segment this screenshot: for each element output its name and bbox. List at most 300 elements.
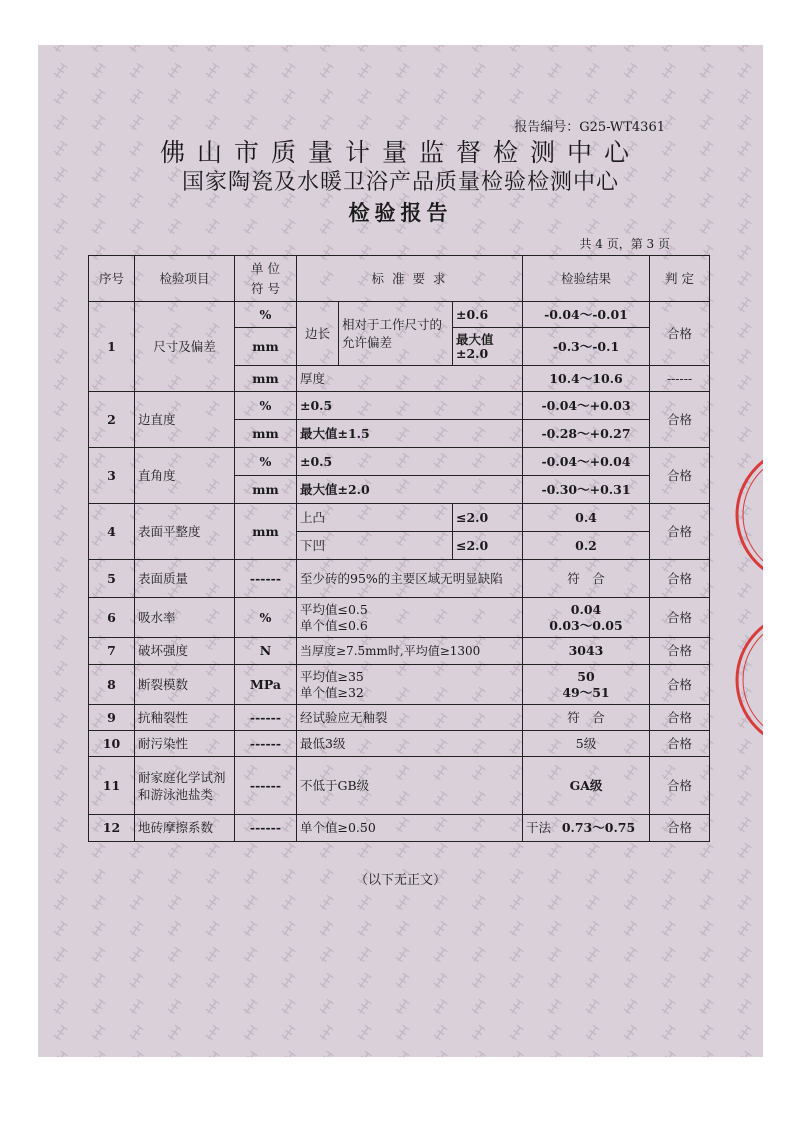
watermark-mark (319, 895, 334, 911)
table-row (89, 504, 710, 532)
table-row (89, 815, 710, 842)
watermark-mark (471, 999, 486, 1015)
watermark-mark (91, 921, 106, 937)
watermark-mark (623, 999, 638, 1015)
end-of-text-note: （以下无正文） (354, 873, 446, 888)
watermark-mark (471, 843, 486, 859)
row-result: -0.04～-0.01 (523, 302, 650, 328)
row-result: 0.04 0.03～0.05 (523, 598, 650, 638)
watermark-mark (53, 583, 68, 599)
row-judge: 合格 (650, 731, 710, 757)
watermark-mark (53, 427, 68, 443)
watermark-mark (167, 1025, 182, 1041)
watermark-mark (243, 1025, 258, 1041)
watermark-mark (281, 921, 296, 937)
row-no: 6 (89, 598, 135, 638)
watermark-mark (129, 999, 144, 1015)
watermark-mark (547, 1025, 562, 1041)
row-requirement: 平均值≥35 单个值≥32 (297, 665, 523, 705)
watermark-mark (661, 1051, 676, 1057)
watermark-mark (547, 999, 562, 1015)
watermark-mark (53, 375, 68, 391)
watermark-mark (319, 947, 334, 963)
watermark-mark (509, 999, 524, 1015)
watermark-mark (91, 1051, 106, 1057)
col-header-no: 序号 (89, 256, 135, 302)
watermark-mark (737, 947, 752, 963)
row-requirement: ±0.5 (297, 448, 523, 476)
watermark-mark (547, 895, 562, 911)
watermark-mark (395, 921, 410, 937)
row-unit: mm (235, 476, 297, 504)
watermark-mark (623, 947, 638, 963)
watermark-mark (661, 843, 676, 859)
row-unit: ------ (235, 815, 297, 842)
row-item: 表面平整度 (135, 504, 235, 560)
row-result: 5级 (523, 731, 650, 757)
watermark-mark (167, 895, 182, 911)
watermark-mark (129, 115, 144, 131)
watermark-mark (471, 115, 486, 131)
row-item: 表面质量 (135, 560, 235, 598)
row-judge: 合格 (650, 598, 710, 638)
watermark-mark (53, 89, 68, 105)
row-unit: % (235, 302, 297, 328)
row-requirement: 经试验应无釉裂 (297, 705, 523, 731)
watermark-mark (91, 1025, 106, 1041)
watermark-mark (585, 895, 600, 911)
row-requirement: 平均值≤0.5 单个值≤0.6 (297, 598, 523, 638)
watermark-mark (699, 999, 714, 1015)
watermark-mark (53, 843, 68, 859)
watermark-mark (53, 297, 68, 313)
watermark-mark (737, 297, 752, 313)
row-requirement: 不低于GB级 (297, 757, 523, 815)
row-result: -0.04～+0.04 (523, 448, 650, 476)
watermark-mark (281, 973, 296, 989)
watermark-mark (699, 895, 714, 911)
row-no: 11 (89, 757, 135, 815)
watermark-mark (737, 999, 752, 1015)
row-no: 10 (89, 731, 135, 757)
watermark-mark (547, 89, 562, 105)
official-seal (733, 605, 763, 755)
row-requirement: 最大值±2.0 (297, 476, 523, 504)
row-requirement: ≤2.0 (453, 532, 523, 560)
row-requirement: 最大值±1.5 (297, 420, 523, 448)
watermark-mark (699, 921, 714, 937)
watermark-mark (53, 115, 68, 131)
watermark-mark (357, 63, 372, 79)
watermark-mark (433, 843, 448, 859)
watermark-mark (53, 921, 68, 937)
row-result: -0.04～+0.03 (523, 392, 650, 420)
row-item: 尺寸及偏差 (135, 302, 235, 392)
watermark-mark (91, 947, 106, 963)
table-row (89, 731, 710, 757)
watermark-mark (319, 921, 334, 937)
watermark-mark (243, 63, 258, 79)
watermark-mark (357, 921, 372, 937)
watermark-mark (661, 89, 676, 105)
watermark-mark (281, 843, 296, 859)
watermark-mark (661, 63, 676, 79)
watermark-mark (357, 973, 372, 989)
row-unit: % (235, 392, 297, 420)
watermark-mark (167, 843, 182, 859)
row-result: 0.4 (523, 504, 650, 532)
watermark-mark (129, 921, 144, 937)
watermark-mark (585, 45, 600, 53)
row-requirement: 最低3级 (297, 731, 523, 757)
watermark-mark (281, 115, 296, 131)
header-row (89, 256, 710, 302)
row-judge: 合格 (650, 705, 710, 731)
row-judge: 合格 (650, 504, 710, 560)
row-requirement: 厚度 (297, 366, 523, 392)
table-row (89, 598, 710, 638)
watermark-mark (737, 45, 752, 53)
watermark-mark (509, 895, 524, 911)
watermark-mark (585, 89, 600, 105)
watermark-mark (471, 1025, 486, 1041)
watermark-mark (129, 973, 144, 989)
watermark-mark (91, 843, 106, 859)
row-judge: 合格 (650, 302, 710, 366)
watermark-mark (471, 45, 486, 53)
watermark-mark (53, 635, 68, 651)
watermark-mark (129, 843, 144, 859)
watermark-mark (205, 947, 220, 963)
watermark-mark (357, 115, 372, 131)
organization-name: 佛山市质量计量监督检测中心 (159, 138, 641, 167)
row-unit: ------ (235, 705, 297, 731)
watermark-mark (623, 843, 638, 859)
watermark-mark (53, 999, 68, 1015)
watermark-mark (53, 557, 68, 573)
row-no: 5 (89, 560, 135, 598)
watermark-mark (243, 1051, 258, 1057)
watermark-mark (53, 609, 68, 625)
watermark-mark (167, 1051, 182, 1057)
col-header-unit: 单 位 符 号 (235, 256, 297, 302)
watermark-mark (205, 973, 220, 989)
watermark-mark (167, 999, 182, 1015)
col-header-judge: 判 定 (650, 256, 710, 302)
row-judge: 合格 (650, 665, 710, 705)
watermark-mark (129, 63, 144, 79)
watermark-mark (53, 245, 68, 261)
watermark-mark (433, 45, 448, 53)
row-unit: ------ (235, 731, 297, 757)
watermark-mark (205, 843, 220, 859)
watermark-mark (319, 843, 334, 859)
watermark-mark (129, 1051, 144, 1057)
watermark-mark (585, 63, 600, 79)
watermark-mark (53, 817, 68, 833)
watermark-mark (547, 1051, 562, 1057)
watermark-mark (509, 89, 524, 105)
row-requirement: 至少砖的95%的主要区域无明显缺陷 (297, 560, 523, 598)
watermark-mark (53, 401, 68, 417)
row-unit: N (235, 638, 297, 665)
row-requirement: 相对于工作尺寸的允许偏差 (339, 302, 453, 366)
row-item: 耐污染性 (135, 731, 235, 757)
watermark-mark (699, 843, 714, 859)
watermark-mark (53, 505, 68, 521)
watermark-mark (91, 89, 106, 105)
watermark-mark (281, 89, 296, 105)
watermark-mark (623, 973, 638, 989)
row-no: 12 (89, 815, 135, 842)
watermark-mark (547, 973, 562, 989)
watermark-mark (471, 895, 486, 911)
row-judge: 合格 (650, 815, 710, 842)
watermark-mark (623, 1051, 638, 1057)
row-requirement: 上凸 (297, 504, 453, 532)
watermark-mark (395, 947, 410, 963)
watermark-mark (737, 843, 752, 859)
watermark-mark (699, 947, 714, 963)
watermark-mark (699, 45, 714, 53)
watermark-mark (205, 1025, 220, 1041)
watermark-mark (205, 115, 220, 131)
watermark-mark (243, 921, 258, 937)
watermark-mark (737, 921, 752, 937)
row-requirement: 最大值 ±2.0 (453, 328, 523, 366)
row-no: 4 (89, 504, 135, 560)
table-row (89, 757, 710, 815)
watermark-mark (91, 115, 106, 131)
watermark-mark (243, 973, 258, 989)
watermark-mark (129, 947, 144, 963)
row-no: 8 (89, 665, 135, 705)
watermark-mark (167, 45, 182, 53)
watermark-mark (319, 1025, 334, 1041)
watermark-mark (585, 1025, 600, 1041)
watermark-mark (737, 375, 752, 391)
watermark-mark (623, 63, 638, 79)
watermark-mark (395, 843, 410, 859)
watermark-mark (395, 1051, 410, 1057)
watermark-mark (661, 45, 676, 53)
watermark-mark (433, 1051, 448, 1057)
watermark-mark (737, 89, 752, 105)
watermark-mark (167, 921, 182, 937)
watermark-mark (395, 45, 410, 53)
watermark-mark (737, 765, 752, 781)
watermark-mark (53, 453, 68, 469)
watermark-mark (53, 895, 68, 911)
watermark-mark (395, 973, 410, 989)
watermark-mark (281, 1025, 296, 1041)
watermark-mark (623, 45, 638, 53)
watermark-mark (737, 1051, 752, 1057)
watermark-mark (53, 713, 68, 729)
watermark-mark (53, 1051, 68, 1057)
row-unit: ------ (235, 560, 297, 598)
watermark-mark (395, 89, 410, 105)
watermark-mark (281, 895, 296, 911)
watermark-mark (433, 89, 448, 105)
watermark-mark (509, 45, 524, 53)
watermark-mark (167, 115, 182, 131)
row-requirement: 单个值≥0.50 (297, 815, 523, 842)
watermark-mark (319, 89, 334, 105)
watermark-mark (661, 973, 676, 989)
watermark-mark (357, 89, 372, 105)
watermark-mark (205, 89, 220, 105)
watermark-mark (319, 1051, 334, 1057)
report-sheet (38, 45, 763, 1057)
row-item: 吸水率 (135, 598, 235, 638)
table-row (89, 560, 710, 598)
watermark-mark (699, 89, 714, 105)
report-number: 报告编号：G25-WT4361 (514, 120, 665, 135)
watermark-mark (129, 89, 144, 105)
row-unit: mm (235, 328, 297, 366)
row-unit: % (235, 448, 297, 476)
watermark-mark (737, 323, 752, 339)
result-value: 0.73～0.75 (561, 820, 636, 835)
row-judge: 合格 (650, 560, 710, 598)
watermark-mark (91, 895, 106, 911)
row-requirement: 当厚度≥7.5mm时,平均值≥1300 (297, 638, 523, 665)
watermark-mark (547, 63, 562, 79)
watermark-mark (243, 89, 258, 105)
watermark-mark (737, 1025, 752, 1041)
watermark-mark (623, 921, 638, 937)
col-header-item: 检验项目 (135, 256, 235, 302)
table-row (89, 638, 710, 665)
watermark-mark (53, 531, 68, 547)
row-no: 7 (89, 638, 135, 665)
row-judge: ------ (650, 366, 710, 392)
watermark-mark (281, 45, 296, 53)
page-info: 共 4 页，第 3 页 (579, 237, 670, 251)
watermark-mark (661, 947, 676, 963)
watermark-mark (167, 63, 182, 79)
watermark-mark (471, 63, 486, 79)
row-requirement: ≤2.0 (453, 504, 523, 532)
watermark-mark (433, 947, 448, 963)
watermark-mark (53, 791, 68, 807)
watermark-mark (205, 1051, 220, 1057)
watermark-mark (53, 349, 68, 365)
watermark-mark (53, 63, 68, 79)
watermark-mark (243, 843, 258, 859)
row-result: 50 49～51 (523, 665, 650, 705)
watermark-mark (129, 45, 144, 53)
row-result: 符 合 (523, 705, 650, 731)
watermark-mark (281, 63, 296, 79)
watermark-mark (737, 817, 752, 833)
row-result: 10.4～10.6 (523, 366, 650, 392)
watermark-mark (433, 895, 448, 911)
watermark-mark (471, 921, 486, 937)
table-row (89, 392, 710, 420)
watermark-mark (395, 115, 410, 131)
watermark-mark (547, 921, 562, 937)
watermark-mark (53, 687, 68, 703)
watermark-mark (471, 1051, 486, 1057)
watermark-mark (699, 115, 714, 131)
watermark-mark (585, 947, 600, 963)
row-unit: mm (235, 504, 297, 560)
watermark-mark (509, 1025, 524, 1041)
watermark-mark (357, 1051, 372, 1057)
row-requirement: 边长 (297, 302, 339, 366)
row-item: 抗釉裂性 (135, 705, 235, 731)
watermark-mark (737, 271, 752, 287)
watermark-mark (129, 895, 144, 911)
watermark-mark (737, 63, 752, 79)
watermark-mark (243, 895, 258, 911)
watermark-mark (585, 843, 600, 859)
watermark-mark (53, 765, 68, 781)
watermark-mark (357, 947, 372, 963)
watermark-mark (53, 739, 68, 755)
row-requirement: ±0.6 (453, 302, 523, 328)
watermark-mark (699, 1025, 714, 1041)
row-unit: mm (235, 420, 297, 448)
watermark-mark (661, 999, 676, 1015)
watermark-mark (357, 999, 372, 1015)
watermark-mark (737, 791, 752, 807)
watermark-mark (737, 973, 752, 989)
watermark-mark (53, 323, 68, 339)
watermark-mark (737, 245, 752, 261)
row-result: 符 合 (523, 560, 650, 598)
watermark-mark (243, 947, 258, 963)
col-header-result: 检验结果 (523, 256, 650, 302)
row-no: 2 (89, 392, 135, 448)
watermark-mark (53, 479, 68, 495)
watermark-mark (319, 45, 334, 53)
watermark-mark (699, 63, 714, 79)
watermark-mark (661, 895, 676, 911)
watermark-mark (53, 1025, 68, 1041)
row-requirement: ±0.5 (297, 392, 523, 420)
watermark-mark (547, 947, 562, 963)
watermark-mark (433, 1025, 448, 1041)
row-result (523, 815, 650, 842)
watermark-mark (319, 999, 334, 1015)
watermark-mark (585, 999, 600, 1015)
watermark-mark (167, 973, 182, 989)
watermark-mark (243, 999, 258, 1015)
table-row (89, 302, 710, 328)
watermark-mark (281, 947, 296, 963)
watermark-mark (509, 843, 524, 859)
row-no: 9 (89, 705, 135, 731)
watermark-mark (395, 895, 410, 911)
watermark-mark (585, 1051, 600, 1057)
watermark-mark (699, 1051, 714, 1057)
watermark-mark (205, 921, 220, 937)
row-no: 3 (89, 448, 135, 504)
watermark-mark (433, 115, 448, 131)
row-item: 地砖摩擦系数 (135, 815, 235, 842)
row-unit: ------ (235, 757, 297, 815)
watermark-mark (585, 921, 600, 937)
row-result: 3043 (523, 638, 650, 665)
watermark-mark (623, 89, 638, 105)
watermark-mark (395, 1025, 410, 1041)
watermark-mark (509, 973, 524, 989)
row-item: 直角度 (135, 448, 235, 504)
watermark-mark (167, 89, 182, 105)
